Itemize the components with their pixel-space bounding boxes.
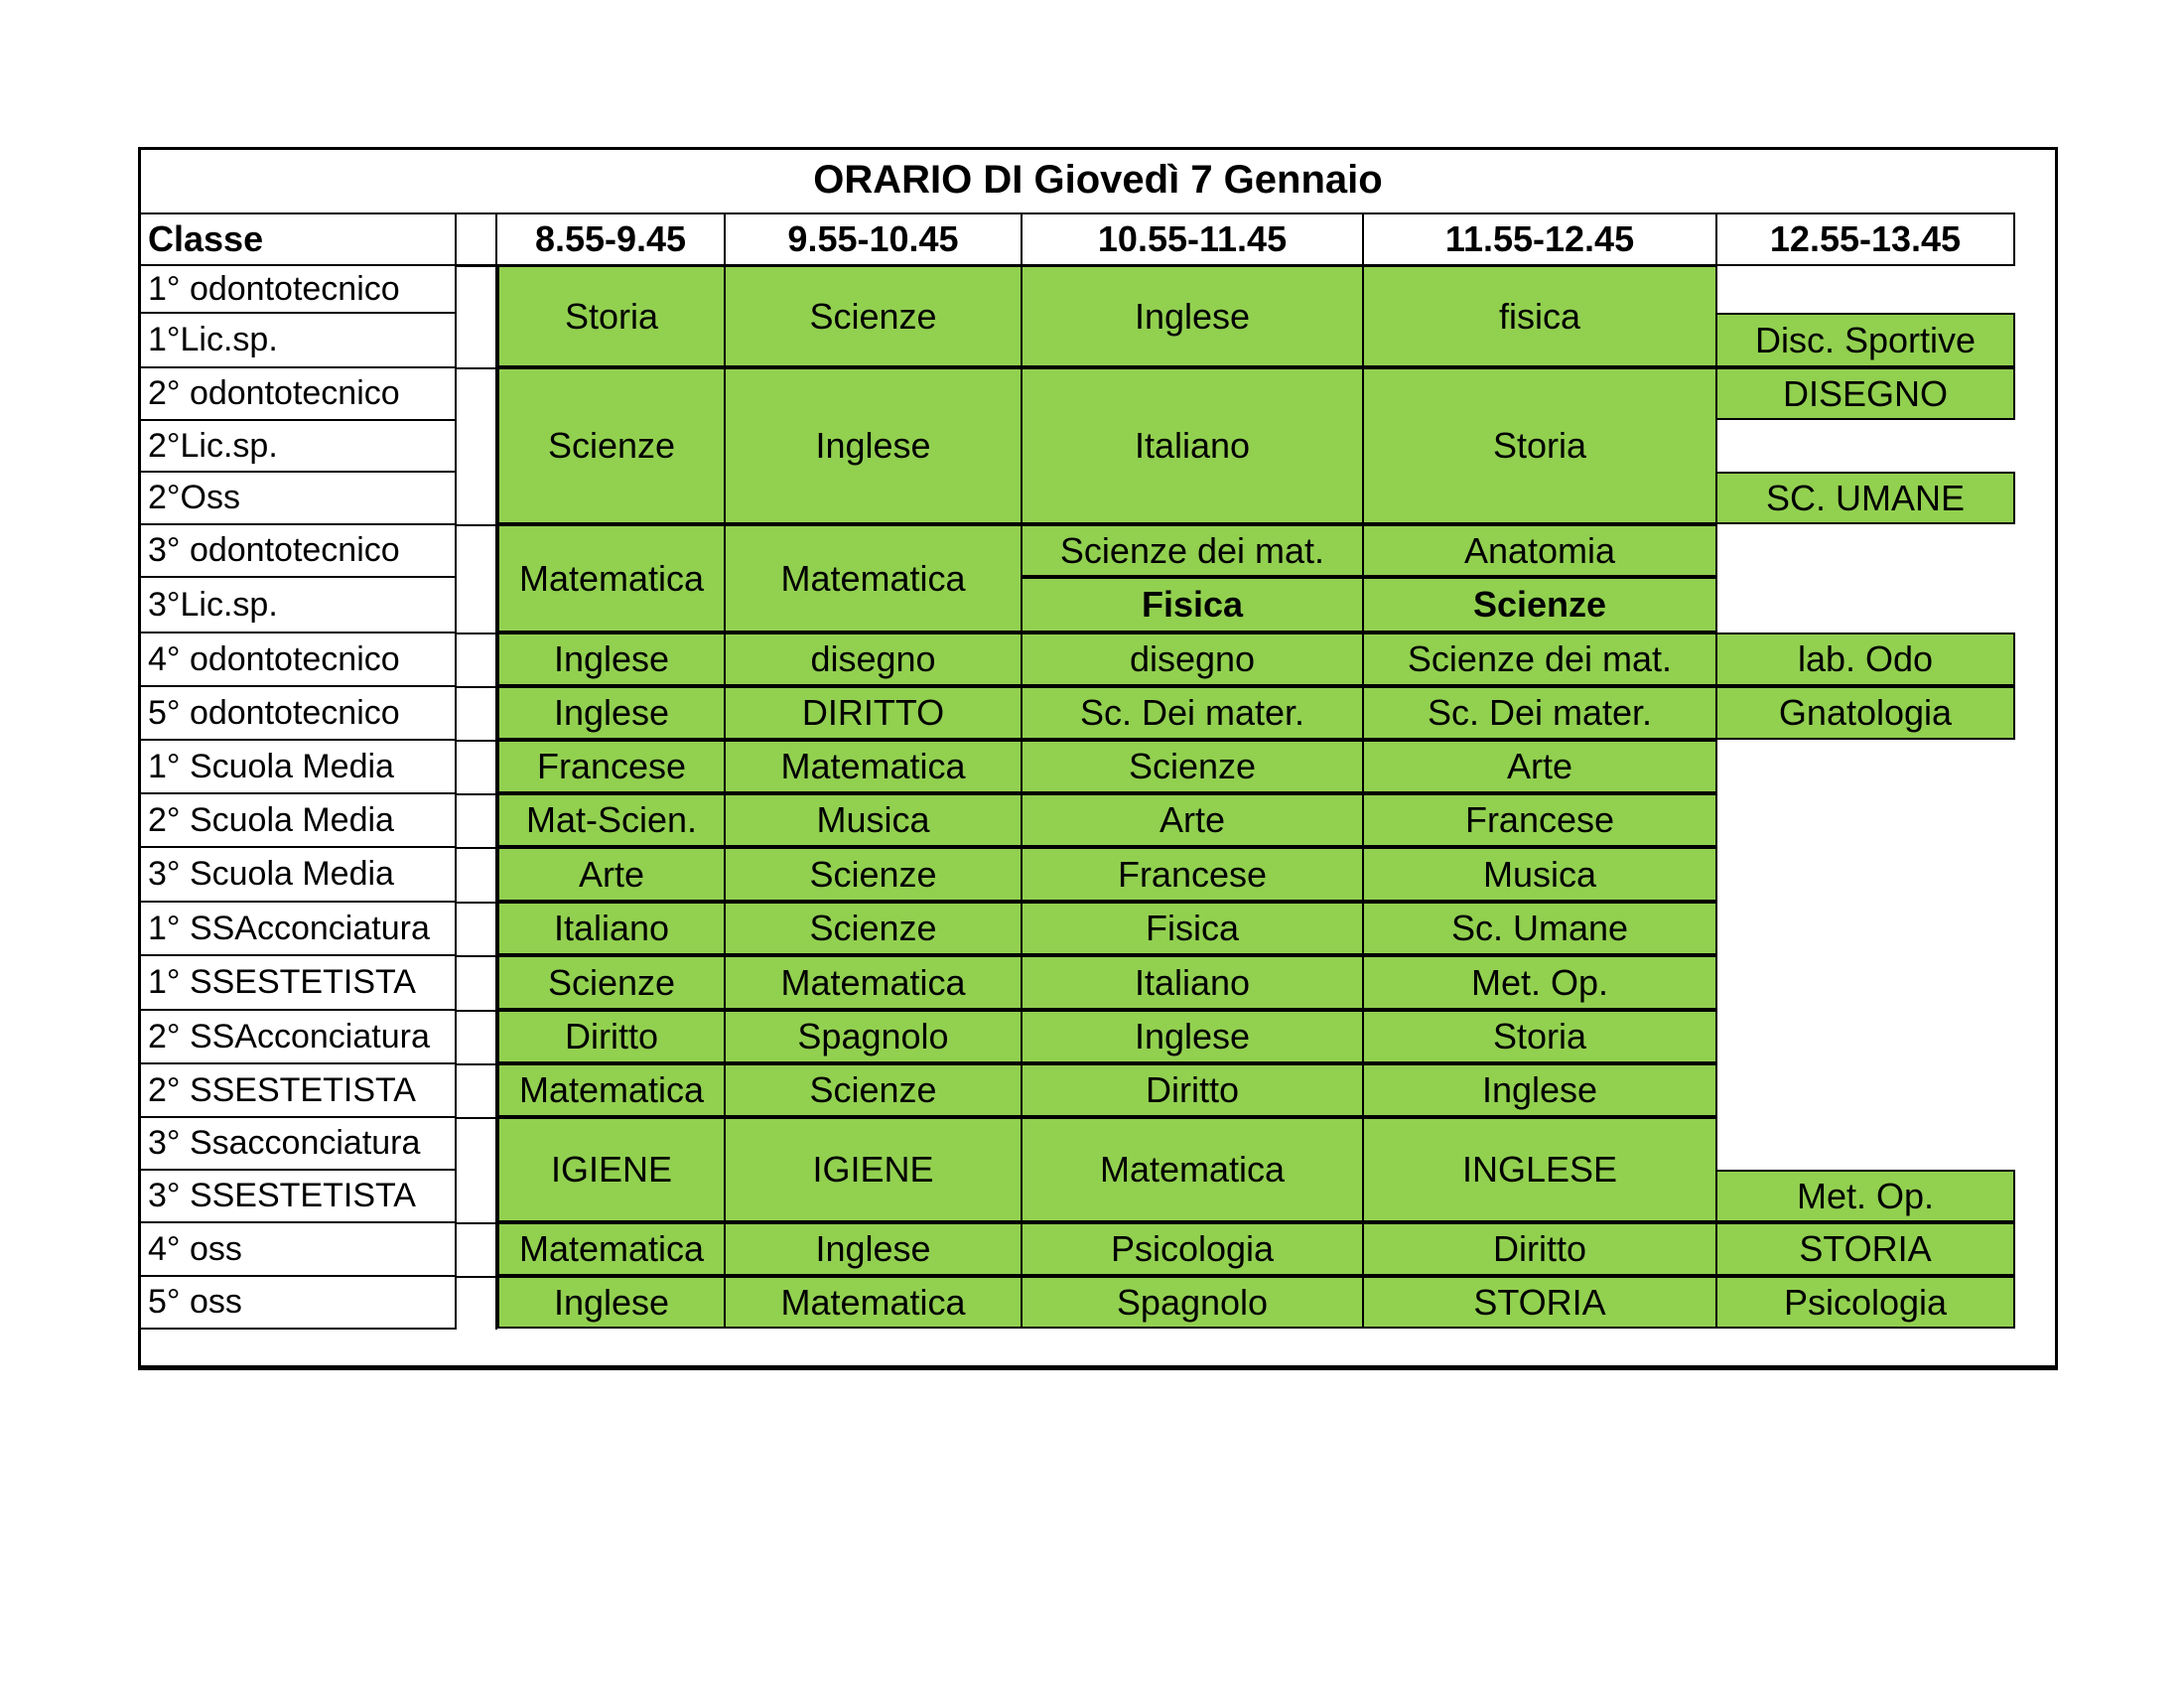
subject-cell: Spagnolo [1023, 1276, 1364, 1329]
subject-cell: Italiano [1023, 955, 1364, 1010]
subject-cell: Matematica [1023, 1117, 1364, 1222]
subject-cell: Scienze [1364, 577, 1717, 633]
class-name: 3° Ssacconciatura [140, 1118, 457, 1171]
header-gap [457, 212, 497, 266]
gap-separator [457, 1117, 497, 1119]
subject-cell: Storia [497, 265, 726, 367]
subject-cell: disegno [1023, 633, 1364, 686]
gap-separator [457, 1276, 497, 1278]
subject-cell: Matematica [497, 524, 726, 633]
subject-cell: Sc. Dei mater. [1023, 686, 1364, 740]
subject-cell: Matematica [726, 955, 1023, 1010]
subject-cell: Scienze [726, 265, 1023, 367]
subject-cell: DISEGNO [1717, 367, 2015, 420]
subject-cell: Musica [1364, 847, 1717, 902]
subject-cell: Scienze [726, 847, 1023, 902]
subject-cell: Inglese [1023, 1010, 1364, 1063]
gap-separator [457, 793, 497, 795]
subject-cell: IGIENE [497, 1117, 726, 1222]
subject-cell: disegno [726, 633, 1023, 686]
subject-cell: Francese [1364, 793, 1717, 847]
class-name: 2° odontotecnico [140, 368, 457, 421]
class-name: 1° SSAcconciatura [140, 903, 457, 956]
subject-cell: Inglese [497, 686, 726, 740]
header-slot: 11.55-12.45 [1364, 212, 1717, 266]
subject-cell: Italiano [497, 902, 726, 955]
gap-separator [457, 265, 497, 267]
subject-cell: Inglese [497, 633, 726, 686]
timetable-title: ORARIO DI Giovedì 7 Gennaio [813, 157, 1383, 202]
class-name: 1° odontotecnico [140, 266, 457, 314]
subject-cell: Scienze [497, 367, 726, 524]
subject-cell: Fisica [1023, 577, 1364, 633]
subject-cell: Inglese [1364, 1063, 1717, 1117]
subject-cell: Scienze dei mat. [1023, 524, 1364, 577]
gap-separator [457, 847, 497, 849]
class-name: 2°Lic.sp. [140, 421, 457, 473]
header-slot: 12.55-13.45 [1717, 212, 2015, 266]
subject-cell: Francese [1023, 847, 1364, 902]
class-name: 2° SSESTETISTA [140, 1064, 457, 1118]
subject-cell: Spagnolo [726, 1010, 1023, 1063]
subject-cell: DIRITTO [726, 686, 1023, 740]
subject-cell: Storia [1364, 367, 1717, 524]
subject-cell: Met. Op. [1717, 1170, 2015, 1222]
subject-cell: Sc. Umane [1364, 902, 1717, 955]
subject-cell: Storia [1364, 1010, 1717, 1063]
subject-cell: IGIENE [726, 1117, 1023, 1222]
subject-cell: Arte [497, 847, 726, 902]
header-slot: 8.55-9.45 [497, 212, 726, 266]
subject-cell: Fisica [1023, 902, 1364, 955]
subject-cell: Arte [1364, 740, 1717, 793]
gap-separator [457, 633, 497, 634]
subject-cell: Inglese [1023, 265, 1364, 367]
subject-cell: Scienze [1023, 740, 1364, 793]
subject-cell: Matematica [726, 1276, 1023, 1329]
class-name: 2°Oss [140, 473, 457, 525]
subject-cell: Matematica [726, 524, 1023, 633]
class-name: 1° SSESTETISTA [140, 956, 457, 1011]
subject-cell: Sc. Dei mater. [1364, 686, 1717, 740]
subject-cell: Scienze dei mat. [1364, 633, 1717, 686]
class-name: 1°Lic.sp. [140, 314, 457, 368]
subject-cell: SC. UMANE [1717, 472, 2015, 524]
subject-cell: lab. Odo [1717, 633, 2015, 686]
subject-cell: Scienze [497, 955, 726, 1010]
subject-cell: fisica [1364, 265, 1717, 367]
gap-separator [457, 686, 497, 688]
subject-cell: Arte [1023, 793, 1364, 847]
gap-separator [457, 1222, 497, 1224]
subject-cell: Matematica [497, 1063, 726, 1117]
class-name: 1° Scuola Media [140, 741, 457, 794]
subject-cell: Italiano [1023, 367, 1364, 524]
class-name: 5° odontotecnico [140, 687, 457, 741]
subject-cell: Psicologia [1717, 1276, 2015, 1329]
class-name: 3°Lic.sp. [140, 578, 457, 633]
subject-cell: Matematica [497, 1222, 726, 1276]
subject-cell: Anatomia [1364, 524, 1717, 577]
gap-separator [457, 1063, 497, 1065]
subject-cell: Scienze [726, 1063, 1023, 1117]
class-name: 3° SSESTETISTA [140, 1171, 457, 1223]
subject-cell: INGLESE [1364, 1117, 1717, 1222]
subject-cell: Mat-Scien. [497, 793, 726, 847]
subject-cell: Inglese [726, 367, 1023, 524]
subject-cell: Diritto [1364, 1222, 1717, 1276]
header-slot: 10.55-11.45 [1023, 212, 1364, 266]
gap-separator [457, 1010, 497, 1012]
header-slot: 9.55-10.45 [726, 212, 1023, 266]
subject-cell: Matematica [726, 740, 1023, 793]
class-name: 4° odontotecnico [140, 633, 457, 687]
subject-cell: Disc. Sportive [1717, 313, 2015, 367]
subject-cell: Diritto [1023, 1063, 1364, 1117]
subject-cell: Met. Op. [1364, 955, 1717, 1010]
subject-cell: Francese [497, 740, 726, 793]
gap-separator [457, 955, 497, 957]
class-name: 2° SSAcconciatura [140, 1011, 457, 1064]
subject-cell: Psicologia [1023, 1222, 1364, 1276]
subject-cell: Scienze [726, 902, 1023, 955]
subject-cell: Diritto [497, 1010, 726, 1063]
subject-cell: STORIA [1717, 1222, 2015, 1276]
header-classe: Classe [140, 212, 457, 266]
class-name: 4° oss [140, 1223, 457, 1277]
class-name: 2° Scuola Media [140, 794, 457, 848]
subject-cell: Inglese [497, 1276, 726, 1329]
class-name: 3° Scuola Media [140, 848, 457, 903]
subject-cell: Gnatologia [1717, 686, 2015, 740]
class-name: 5° oss [140, 1277, 457, 1330]
subject-cell: Inglese [726, 1222, 1023, 1276]
gap-separator [457, 367, 497, 369]
subject-cell: STORIA [1364, 1276, 1717, 1329]
gap-separator [457, 524, 497, 526]
subject-cell: Musica [726, 793, 1023, 847]
gap-separator [457, 740, 497, 742]
class-name: 3° odontotecnico [140, 525, 457, 578]
gap-separator [457, 902, 497, 904]
